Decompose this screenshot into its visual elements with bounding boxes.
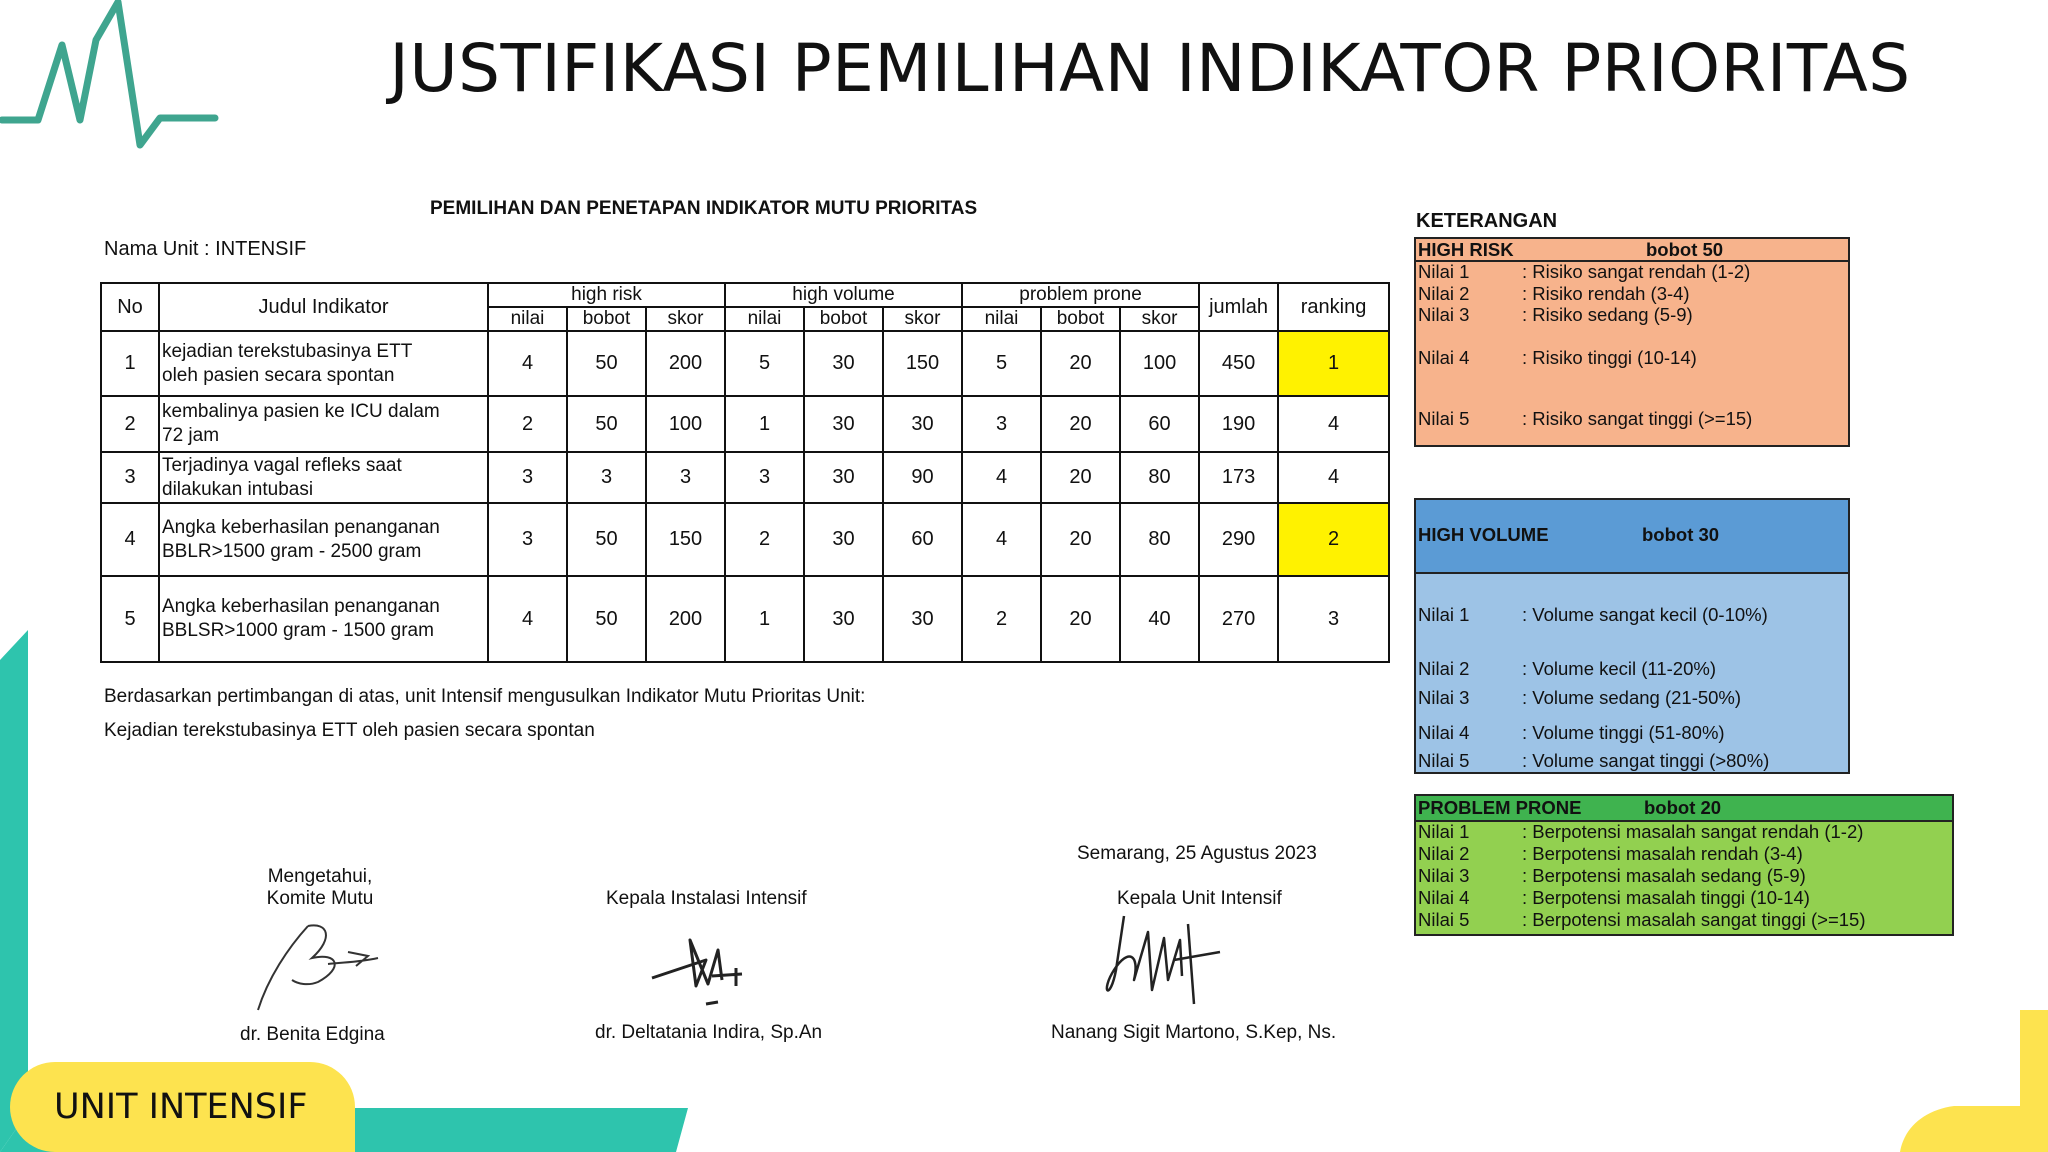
place-date: Semarang, 25 Agustus 2023 bbox=[1077, 843, 1317, 864]
cell-hv-nilai: 1 bbox=[725, 576, 804, 662]
cell-hr-skor: 150 bbox=[646, 503, 725, 576]
legend-high-volume bbox=[1414, 498, 1850, 774]
legend-value: : Risiko rendah (3-4) bbox=[1522, 283, 1690, 304]
legend-hr-bobot: bobot 50 bbox=[1646, 239, 1724, 260]
legend-key: Nilai 1 bbox=[1418, 821, 1470, 842]
legend-item bbox=[1418, 283, 1690, 305]
cell-pp-skor: 80 bbox=[1120, 503, 1199, 576]
heartbeat-icon bbox=[0, 0, 230, 165]
sub-nilai: nilai bbox=[725, 307, 804, 331]
sub-nilai: nilai bbox=[488, 307, 567, 331]
cell-hv-nilai: 5 bbox=[725, 331, 804, 396]
signature-right-image bbox=[1094, 910, 1224, 1010]
legend-key: Nilai 5 bbox=[1418, 750, 1470, 771]
cell-hr-bobot: 50 bbox=[567, 576, 646, 662]
legend-key: Nilai 2 bbox=[1418, 283, 1470, 304]
legend-key: Nilai 1 bbox=[1418, 261, 1470, 282]
legend-item bbox=[1418, 843, 1803, 865]
cell-hv-skor: 90 bbox=[883, 452, 962, 503]
col-high-volume: high volume bbox=[725, 283, 962, 307]
yellow-corner-shape bbox=[1900, 1010, 2048, 1152]
judul-line: kembalinya pasien ke ICU dalam bbox=[162, 401, 440, 422]
signer-right-name: Nanang Sigit Martono, S.Kep, Ns. bbox=[1051, 1022, 1337, 1043]
legend-pp-label: PROBLEM PRONE bbox=[1418, 797, 1582, 818]
cell-pp-skor: 80 bbox=[1120, 452, 1199, 503]
legend-hv-bobot: bobot 30 bbox=[1642, 524, 1720, 545]
cell-judul bbox=[159, 452, 488, 503]
cell-ranking: 2 bbox=[1278, 503, 1389, 576]
cell-hv-nilai: 1 bbox=[725, 396, 804, 452]
legend-value: : Risiko sangat tinggi (>=15) bbox=[1522, 408, 1753, 429]
legend-item bbox=[1418, 750, 1769, 772]
legend-problem-prone bbox=[1414, 794, 1954, 936]
cell-no: 1 bbox=[101, 331, 159, 396]
signer-left-line1: Mengetahui, bbox=[267, 866, 373, 887]
col-jumlah: jumlah bbox=[1199, 283, 1278, 331]
legend-value: : Berpotensi masalah tinggi (10-14) bbox=[1522, 887, 1810, 908]
sub-skor: skor bbox=[646, 307, 725, 331]
legend-high-risk bbox=[1414, 237, 1850, 447]
cell-pp-bobot: 20 bbox=[1041, 503, 1120, 576]
cell-hv-skor: 150 bbox=[883, 331, 962, 396]
cell-jumlah: 173 bbox=[1199, 452, 1278, 503]
signature-middle-image bbox=[646, 930, 756, 1010]
judul-line: Terjadinya vagal refleks saat bbox=[162, 454, 402, 476]
cell-hr-skor: 3 bbox=[646, 452, 725, 503]
legend-hv-label: HIGH VOLUME bbox=[1418, 524, 1549, 545]
cell-pp-nilai: 4 bbox=[962, 452, 1041, 503]
table-row bbox=[101, 576, 1389, 662]
legend-key: Nilai 5 bbox=[1418, 408, 1470, 429]
judul-line: BBLR>1500 gram - 2500 gram bbox=[162, 540, 422, 562]
cell-hr-bobot: 50 bbox=[567, 503, 646, 576]
legend-key: Nilai 1 bbox=[1418, 604, 1470, 625]
cell-hr-nilai: 3 bbox=[488, 452, 567, 503]
document-title: PEMILIHAN DAN PENETAPAN INDIKATOR MUTU PRIORITAS bbox=[430, 198, 978, 219]
cell-no: 2 bbox=[101, 396, 159, 452]
judul-line: oleh pasien secara spontan bbox=[162, 364, 395, 386]
legend-item bbox=[1418, 658, 1716, 680]
signer-right-role: Kepala Unit Intensif bbox=[1117, 888, 1282, 909]
cell-jumlah: 290 bbox=[1199, 503, 1278, 576]
sub-skor: skor bbox=[1120, 307, 1199, 331]
cell-no: 5 bbox=[101, 576, 159, 662]
unit-name: Nama Unit : INTENSIF bbox=[104, 238, 307, 260]
legend-value: : Berpotensi masalah sedang (5-9) bbox=[1522, 865, 1806, 886]
cell-no: 3 bbox=[101, 452, 159, 503]
legend-item bbox=[1418, 347, 1697, 369]
legend-item bbox=[1418, 604, 1768, 626]
legend-key: Nilai 3 bbox=[1418, 304, 1470, 325]
cell-hr-bobot: 3 bbox=[567, 452, 646, 503]
signature-left-image bbox=[248, 918, 388, 1013]
cell-judul bbox=[159, 331, 488, 396]
cell-ranking: 1 bbox=[1278, 331, 1389, 396]
cell-hr-nilai: 2 bbox=[488, 396, 567, 452]
legend-key: Nilai 5 bbox=[1418, 909, 1470, 930]
signer-left-role: Komite Mutu bbox=[266, 888, 374, 909]
signer-middle-role: Kepala Instalasi Intensif bbox=[606, 888, 807, 909]
cell-hv-bobot: 30 bbox=[804, 396, 883, 452]
col-ranking: ranking bbox=[1278, 283, 1389, 331]
cell-hv-bobot: 30 bbox=[804, 503, 883, 576]
legend-value: : Berpotensi masalah rendah (3-4) bbox=[1522, 843, 1803, 864]
judul-line: BBLSR>1000 gram - 1500 gram bbox=[162, 620, 434, 641]
legend-value: : Volume sangat kecil (0-10%) bbox=[1522, 604, 1768, 625]
cell-hr-nilai: 4 bbox=[488, 331, 567, 396]
legend-key: Nilai 4 bbox=[1418, 887, 1470, 908]
cell-hv-skor: 60 bbox=[883, 503, 962, 576]
sub-skor: skor bbox=[883, 307, 962, 331]
col-judul: Judul Indikator bbox=[159, 283, 488, 331]
cell-pp-bobot: 20 bbox=[1041, 396, 1120, 452]
cell-hr-bobot: 50 bbox=[567, 396, 646, 452]
cell-judul bbox=[159, 396, 488, 452]
legend-item bbox=[1418, 865, 1806, 887]
cell-hr-skor: 200 bbox=[646, 576, 725, 662]
sub-bobot: bobot bbox=[1041, 307, 1120, 331]
table-row bbox=[101, 331, 1389, 396]
table-row bbox=[101, 396, 1389, 452]
legend-item bbox=[1418, 304, 1693, 326]
cell-judul bbox=[159, 576, 488, 662]
cell-pp-nilai: 2 bbox=[962, 576, 1041, 662]
cell-jumlah: 450 bbox=[1199, 331, 1278, 396]
conclusion-intro: Berdasarkan pertimbangan di atas, unit Intensif mengusulkan Indikator Mutu Prioritas Unit: bbox=[104, 686, 866, 707]
legend-key: Nilai 4 bbox=[1418, 722, 1470, 743]
cell-pp-bobot: 20 bbox=[1041, 576, 1120, 662]
judul-line: 72 jam bbox=[162, 425, 220, 446]
signer-left-name: dr. Benita Edgina bbox=[240, 1024, 385, 1045]
unit-badge: UNIT INTENSIF bbox=[10, 1062, 355, 1152]
cell-hv-nilai: 2 bbox=[725, 503, 804, 576]
cell-pp-nilai: 5 bbox=[962, 331, 1041, 396]
legend-item bbox=[1418, 909, 1866, 931]
legend-item bbox=[1418, 687, 1741, 709]
judul-line: Angka keberhasilan penanganan bbox=[162, 596, 440, 617]
judul-line: dilakukan intubasi bbox=[162, 478, 314, 500]
cell-pp-bobot: 20 bbox=[1041, 331, 1120, 396]
cell-hv-skor: 30 bbox=[883, 576, 962, 662]
legend-value: : Risiko sangat rendah (1-2) bbox=[1522, 261, 1751, 282]
page-title: JUSTIFIKASI PEMILIHAN INDIKATOR PRIORITAS bbox=[389, 30, 1911, 107]
signer-middle-name: dr. Deltatania Indira, Sp.An bbox=[595, 1022, 823, 1043]
cell-hr-bobot: 50 bbox=[567, 331, 646, 396]
judul-line: Angka keberhasilan penanganan bbox=[162, 516, 440, 538]
legend-value: : Volume sedang (21-50%) bbox=[1522, 687, 1742, 708]
cell-pp-nilai: 4 bbox=[962, 503, 1041, 576]
cell-ranking: 4 bbox=[1278, 396, 1389, 452]
legend-item bbox=[1418, 887, 1810, 909]
cell-jumlah: 270 bbox=[1199, 576, 1278, 662]
legend-divider bbox=[1416, 572, 1848, 574]
legend-item bbox=[1418, 722, 1725, 744]
cell-jumlah: 190 bbox=[1199, 396, 1278, 452]
cell-pp-skor: 40 bbox=[1120, 576, 1199, 662]
col-problem-prone: problem prone bbox=[962, 283, 1199, 307]
cell-ranking: 4 bbox=[1278, 452, 1389, 503]
legend-value: : Risiko sedang (5-9) bbox=[1522, 304, 1693, 325]
cell-pp-bobot: 20 bbox=[1041, 452, 1120, 503]
cell-hr-nilai: 4 bbox=[488, 576, 567, 662]
legend-key: Nilai 2 bbox=[1418, 843, 1470, 864]
cell-hv-bobot: 30 bbox=[804, 576, 883, 662]
cell-judul bbox=[159, 503, 488, 576]
signer-left-label bbox=[220, 866, 420, 910]
indicator-table bbox=[100, 282, 1390, 663]
col-high-risk: high risk bbox=[488, 283, 725, 307]
cell-hv-bobot: 30 bbox=[804, 331, 883, 396]
cell-ranking: 3 bbox=[1278, 576, 1389, 662]
sub-nilai: nilai bbox=[962, 307, 1041, 331]
legend-item bbox=[1418, 821, 1863, 843]
cell-pp-nilai: 3 bbox=[962, 396, 1041, 452]
table-row bbox=[101, 503, 1389, 576]
cell-hr-skor: 100 bbox=[646, 396, 725, 452]
legend-key: Nilai 4 bbox=[1418, 347, 1470, 368]
legend-value: : Volume tinggi (51-80%) bbox=[1522, 722, 1725, 743]
legend-item bbox=[1418, 261, 1750, 283]
legend-value: : Volume kecil (11-20%) bbox=[1522, 658, 1716, 679]
legend-value: : Berpotensi masalah sangat rendah (1-2) bbox=[1522, 821, 1864, 842]
cell-hr-skor: 200 bbox=[646, 331, 725, 396]
legend-key: Nilai 3 bbox=[1418, 687, 1470, 708]
legend-hr-label: HIGH RISK bbox=[1418, 239, 1514, 260]
col-no: No bbox=[101, 283, 159, 331]
legend-key: Nilai 2 bbox=[1418, 658, 1470, 679]
legend-value: : Risiko tinggi (10-14) bbox=[1522, 347, 1697, 368]
cell-hv-skor: 30 bbox=[883, 396, 962, 452]
legend-key: Nilai 3 bbox=[1418, 865, 1470, 886]
legend-value: : Volume sangat tinggi (>80%) bbox=[1522, 750, 1770, 771]
conclusion-indicator: Kejadian terekstubasinya ETT oleh pasien secara spontan bbox=[104, 720, 595, 741]
sub-bobot: bobot bbox=[804, 307, 883, 331]
legend-pp-bobot: bobot 20 bbox=[1644, 797, 1722, 818]
table-row bbox=[101, 452, 1389, 503]
judul-line: kejadian terekstubasinya ETT bbox=[162, 340, 413, 362]
cell-hv-bobot: 30 bbox=[804, 452, 883, 503]
legend-item bbox=[1418, 408, 1752, 430]
legend-title: KETERANGAN bbox=[1416, 210, 1558, 232]
cell-hr-nilai: 3 bbox=[488, 503, 567, 576]
cell-no: 4 bbox=[101, 503, 159, 576]
cell-hv-nilai: 3 bbox=[725, 452, 804, 503]
sub-bobot: bobot bbox=[567, 307, 646, 331]
cell-pp-skor: 60 bbox=[1120, 396, 1199, 452]
legend-value: : Berpotensi masalah sangat tinggi (>=15) bbox=[1522, 909, 1866, 930]
cell-pp-skor: 100 bbox=[1120, 331, 1199, 396]
